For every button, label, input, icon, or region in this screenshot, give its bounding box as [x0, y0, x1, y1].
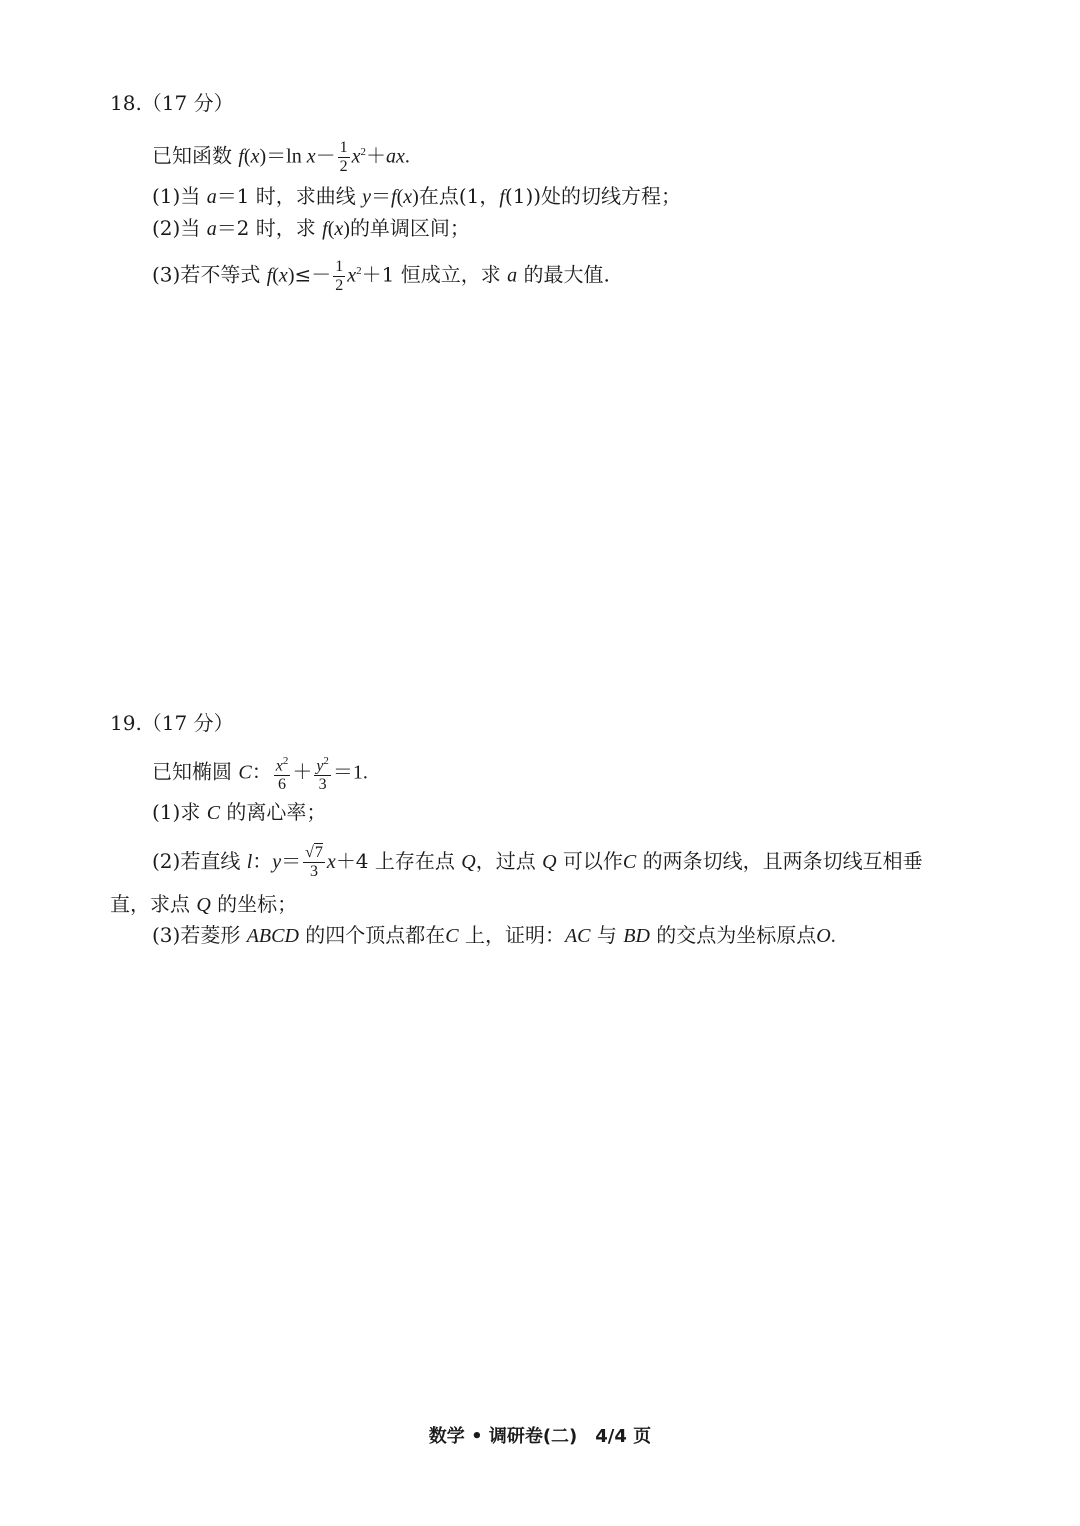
q19-part3: (3)若菱形 ABCD 的四个顶点都在C 上，证明：AC 与 BD 的交点为坐标原点O. — [152, 923, 836, 947]
q19-stem-fraction-y: $\frac{y^2}{3}$ — [314, 752, 331, 794]
q19-header: 19.（17 分） — [110, 711, 234, 735]
q18-part3-fraction: $\frac{1}{2}$ — [335, 257, 344, 294]
q19-part2: (2)若直线 l：y＝ $\frac{√7}{3}$ x＋4 上存在点 Q，过点 Q 可以作C 的两条切线，且两条切线互相垂 — [152, 844, 923, 880]
q18-stem: 已知函数 f(x)＝ln x－ $\frac{1}{2}$ $x^2+ax$. — [152, 138, 410, 175]
q19-part1: (1)求 C 的离心率； — [152, 800, 327, 824]
q18-part3: (3)若不等式 f(x)≤－ $\frac{1}{2}$ $x^2+1$ 恒成立，求 a 的最大值. — [152, 257, 610, 294]
page-footer: 数学 • 调研卷(二) 4/4 页 — [428, 1426, 652, 1447]
q19-part2-continued: 直，求点 Q 的坐标； — [110, 892, 298, 916]
q19-stem-fraction-x: $\frac{x^2}{6}$ — [274, 752, 291, 794]
q19-part2-fraction: $\frac{√7}{3}$ — [305, 844, 323, 880]
q18-header: 18.（17 分） — [110, 91, 234, 115]
q19-stem: 已知椭圆 C： $\frac{x^2}{6}$ ＋ $\frac{y^2}{3}$ ＝1. — [152, 752, 368, 794]
q18-stem-fraction: $\frac{1}{2}$ — [339, 138, 348, 175]
q18-part2: (2)当 a＝2 时，求 f(x)的单调区间； — [152, 216, 470, 240]
q18-part1: (1)当 a＝1 时，求曲线 y＝f(x)在点(1，f(1))处的切线方程； — [152, 184, 682, 208]
